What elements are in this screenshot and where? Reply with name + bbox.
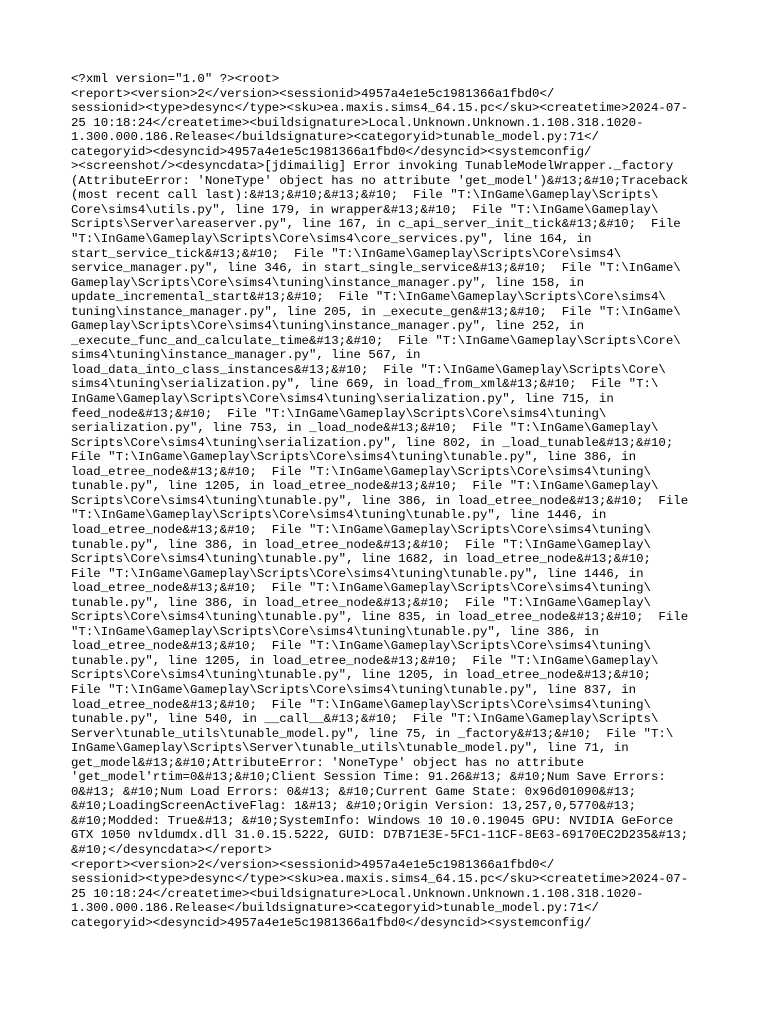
text-line: (AttributeError: 'NoneType' object has no attribute 'get_model')&#13;&#10;Traceback — [71, 173, 689, 188]
text-line: serialization.py", line 753, in _load_node&#13;&#10; File "T:\InGame\Gameplay\ — [71, 421, 659, 436]
text-line: ><screenshot/><desyncdata>[jdimailig] Error invoking TunableModelWrapper._factory — [71, 159, 674, 174]
text-line: File "T:\InGame\Gameplay\Scripts\Core\sims4\tuning\tunable.py", line 1446, in — [71, 566, 644, 581]
text-line: tunable.py", line 540, in __call__&#13;&#10; File "T:\InGame\Gameplay\Scripts\ — [71, 712, 659, 727]
text-line: 25 10:18:24</createtime><buildsignature>Local.Unknown.Unknown.1.108.318.1020- — [71, 886, 644, 901]
text-line: load_etree_node&#13;&#10; File "T:\InGame\Gameplay\Scripts\Core\sims4\tuning\ — [71, 697, 651, 712]
text-line: 0&#13; &#10;Num Load Errors: 0&#13; &#10;Current Game State: 0x96d01090&#13; — [71, 784, 637, 799]
text-line: 1.300.000.186.Release</buildsignature><categoryid>tunable_model.py:71</ — [71, 901, 599, 916]
text-line: <report><version>2</version><sessionid>4957a4e1e5c1981366a1fbd0</ — [71, 86, 555, 101]
text-line: sessionid><type>desync</type><sku>ea.maxis.sims4_64.15.pc</sku><createtime>2024-07- — [71, 101, 689, 116]
text-line: Scripts\Core\sims4\tuning\serialization.py", line 802, in _load_tunable&#13;&#10; — [71, 435, 674, 450]
text-line: Scripts\Core\sims4\tuning\tunable.py", line 835, in load_etree_node&#13;&#10; File — [71, 610, 689, 625]
text-line: &#10;LoadingScreenActiveFlag: 1&#13; &#10;Origin Version: 13,257,0,5770&#13; — [71, 799, 637, 814]
text-line: 25 10:18:24</createtime><buildsignature>Local.Unknown.Unknown.1.108.318.1020- — [71, 115, 644, 130]
text-line: tunable.py", line 1205, in load_etree_node&#13;&#10; File "T:\InGame\Gameplay\ — [71, 653, 659, 668]
text-line: feed_node&#13;&#10; File "T:\InGame\Gameplay\Scripts\Core\sims4\tuning\ — [71, 406, 607, 421]
text-line: Scripts\Server\areaserver.py", line 167, in c_api_server_init_tick&#13;&#10; File — [71, 217, 681, 232]
text-line: "T:\InGame\Gameplay\Scripts\Core\sims4\tuning\tunable.py", line 1446, in — [71, 508, 607, 523]
text-line: &#10;</desyncdata></report> — [71, 842, 272, 857]
text-line: <report><version>2</version><sessionid>4957a4e1e5c1981366a1fbd0</ — [71, 857, 555, 872]
text-line: Server\tunable_utils\tunable_model.py", line 75, in _factory&#13;&#10; File "T:\ — [71, 726, 674, 741]
text-line: sims4\tuning\serialization.py", line 669, in load_from_xml&#13;&#10; File "T:\ — [71, 377, 659, 392]
text-line: InGame\Gameplay\Scripts\Server\tunable_utils\tunable_model.py", line 71, in — [71, 741, 629, 756]
text-line: 'get_model'rtim=0&#13;&#10;Client Session Time: 91.26&#13; &#10;Num Save Errors: — [71, 770, 666, 785]
text-line: load_etree_node&#13;&#10; File "T:\InGame\Gameplay\Scripts\Core\sims4\tuning\ — [71, 522, 651, 537]
text-line: GTX 1050 nvldumdx.dll 31.0.15.5222, GUID: D7B71E3E-5FC1-11CF-8E63-69170EC2D235&#13; — [71, 828, 689, 843]
text-line: Scripts\Core\sims4\tuning\tunable.py", line 1682, in load_etree_node&#13;&#10; — [71, 552, 651, 567]
text-line: Scripts\Core\sims4\tuning\tunable.py", line 386, in load_etree_node&#13;&#10; File — [71, 493, 689, 508]
text-line: load_etree_node&#13;&#10; File "T:\InGame\Gameplay\Scripts\Core\sims4\tuning\ — [71, 581, 651, 596]
text-line: Gameplay\Scripts\Core\sims4\tuning\instance_manager.py", line 252, in — [71, 319, 585, 334]
text-line: (most recent call last):&#13;&#10;&#13;&#10; File "T:\InGame\Gameplay\Scripts\ — [71, 188, 659, 203]
text-line: &#10;Modded: True&#13; &#10;SystemInfo: Windows 10 10.0.19045 GPU: NVIDIA GeForce — [71, 813, 674, 828]
text-line: load_etree_node&#13;&#10; File "T:\InGame\Gameplay\Scripts\Core\sims4\tuning\ — [71, 464, 651, 479]
text-line: tuning\instance_manager.py", line 205, in _execute_gen&#13;&#10; File "T:\InGame\ — [71, 304, 681, 319]
text-line: categoryid><desyncid>4957a4e1e5c1981366a1fbd0</desyncid><systemconfig/ — [71, 915, 592, 930]
text-line: _execute_func_and_calculate_time&#13;&#10; File "T:\InGame\Gameplay\Scripts\Core\ — [71, 333, 681, 348]
xml-log-text — [71, 72, 711, 930]
text-line: tunable.py", line 386, in load_etree_node&#13;&#10; File "T:\InGame\Gameplay\ — [71, 537, 651, 552]
text-line: get_model&#13;&#10;AttributeError: 'NoneType' object has no attribute — [71, 755, 585, 770]
text-line: Gameplay\Scripts\Core\sims4\tuning\instance_manager.py", line 158, in — [71, 275, 585, 290]
text-line: tunable.py", line 1205, in load_etree_node&#13;&#10; File "T:\InGame\Gameplay\ — [71, 479, 659, 494]
text-line: "T:\InGame\Gameplay\Scripts\Core\sims4\core_services.py", line 164, in — [71, 232, 592, 247]
text-line: Core\sims4\utils.py", line 179, in wrapper&#13;&#10; File "T:\InGame\Gameplay\ — [71, 202, 659, 217]
text-line: sims4\tuning\instance_manager.py", line 567, in — [71, 348, 421, 363]
text-line: load_data_into_class_instances&#13;&#10; File "T:\InGame\Gameplay\Scripts\Core\ — [71, 362, 666, 377]
text-line: Scripts\Core\sims4\tuning\tunable.py", line 1205, in load_etree_node&#13;&#10; — [71, 668, 651, 683]
text-line: File "T:\InGame\Gameplay\Scripts\Core\sims4\tuning\tunable.py", line 386, in — [71, 450, 637, 465]
text-line: InGame\Gameplay\Scripts\Core\sims4\tuning\serialization.py", line 715, in — [71, 392, 614, 407]
text-line: update_incremental_start&#13;&#10; File "T:\InGame\Gameplay\Scripts\Core\sims4\ — [71, 290, 666, 305]
text-line: 1.300.000.186.Release</buildsignature><categoryid>tunable_model.py:71</ — [71, 130, 599, 145]
text-line: File "T:\InGame\Gameplay\Scripts\Core\sims4\tuning\tunable.py", line 837, in — [71, 682, 637, 697]
text-line: tunable.py", line 386, in load_etree_node&#13;&#10; File "T:\InGame\Gameplay\ — [71, 595, 651, 610]
text-line: <?xml version="1.0" ?><root> — [71, 72, 280, 86]
text-line: load_etree_node&#13;&#10; File "T:\InGame\Gameplay\Scripts\Core\sims4\tuning\ — [71, 639, 651, 654]
text-line: start_service_tick&#13;&#10; File "T:\InGame\Gameplay\Scripts\Core\sims4\ — [71, 246, 622, 261]
text-line: "T:\InGame\Gameplay\Scripts\Core\sims4\tuning\tunable.py", line 386, in — [71, 624, 599, 639]
text-line: sessionid><type>desync</type><sku>ea.maxis.sims4_64.15.pc</sku><createtime>2024-07- — [71, 872, 689, 887]
text-line: categoryid><desyncid>4957a4e1e5c1981366a1fbd0</desyncid><systemconfig/ — [71, 144, 592, 159]
text-line: service_manager.py", line 346, in start_single_service&#13;&#10; File "T:\InGame\ — [71, 261, 681, 276]
document-page — [71, 72, 711, 930]
